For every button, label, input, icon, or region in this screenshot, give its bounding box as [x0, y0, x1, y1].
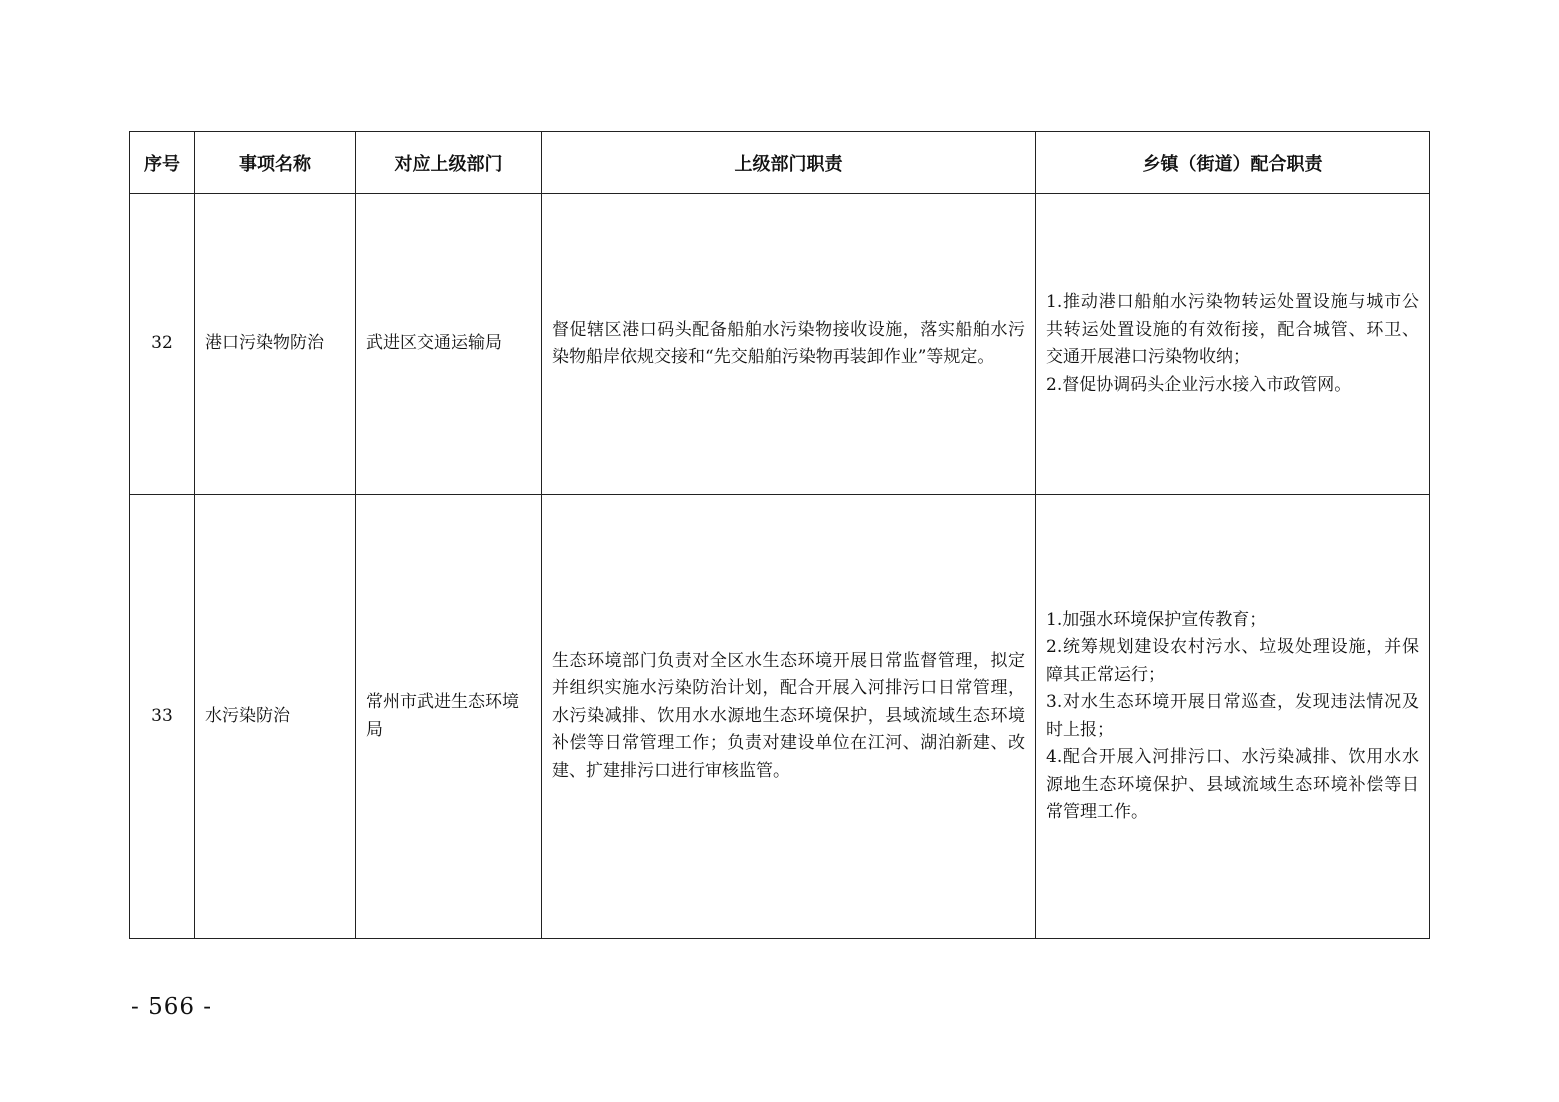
header-dept: 对应上级部门	[356, 132, 542, 194]
row-number: 32	[130, 194, 195, 495]
town-duty-item: 1.推动港口船舶水污染物转运处置设施与城市公共转运处置设施的有效衔接，配合城管、环卫、交通开展港口污染物收纳；	[1046, 292, 1419, 367]
table-header-row	[130, 132, 1430, 194]
dept-duty: 督促辖区港口码头配备船舶水污染物接收设施，落实船舶水污染物船岸依规交接和“先交船舶污染物再装卸作业”等规定。	[542, 194, 1036, 495]
town-duty-item: 4.配合开展入河排污口、水污染减排、饮用水水源地生态环境保护、县域流域生态环境补偿等日常管理工作。	[1046, 747, 1419, 822]
dept-name: 武进区交通运输局	[356, 194, 542, 495]
town-duty	[1036, 495, 1430, 939]
town-duty-item: 2.督促协调码头企业污水接入市政管网。	[1046, 374, 1352, 395]
town-duty	[1036, 194, 1430, 495]
header-town-duty: 乡镇（街道）配合职责	[1036, 132, 1430, 194]
header-dept-duty: 上级部门职责	[542, 132, 1036, 194]
table-row	[130, 194, 1430, 495]
row-number: 33	[130, 495, 195, 939]
header-item-name: 事项名称	[195, 132, 356, 194]
header-no: 序号	[130, 132, 195, 194]
town-duty-list	[1046, 289, 1419, 399]
item-name: 水污染防治	[195, 495, 356, 939]
table-row	[130, 495, 1430, 939]
town-duty-list	[1046, 607, 1419, 827]
dept-name: 常州市武进生态环境局	[356, 495, 542, 939]
page-number: - 566 -	[131, 994, 213, 1020]
dept-duty: 生态环境部门负责对全区水生态环境开展日常监督管理，拟定并组织实施水污染防治计划，配合开展入河排污口日常管理，水污染减排、饮用水水源地生态环境保护，县域流域生态环境补偿等日常管理工作；负责对建设单位在江河、湖泊新建、改建、扩建排污口进行审核监管。	[542, 495, 1036, 939]
town-duty-item: 2.统筹规划建设农村污水、垃圾处理设施，并保障其正常运行；	[1046, 637, 1419, 685]
duties-table	[129, 131, 1430, 939]
town-duty-item: 1.加强水环境保护宣传教育；	[1046, 609, 1267, 630]
town-duty-item: 3.对水生态环境开展日常巡查，发现违法情况及时上报；	[1046, 692, 1419, 740]
item-name: 港口污染物防治	[195, 194, 356, 495]
